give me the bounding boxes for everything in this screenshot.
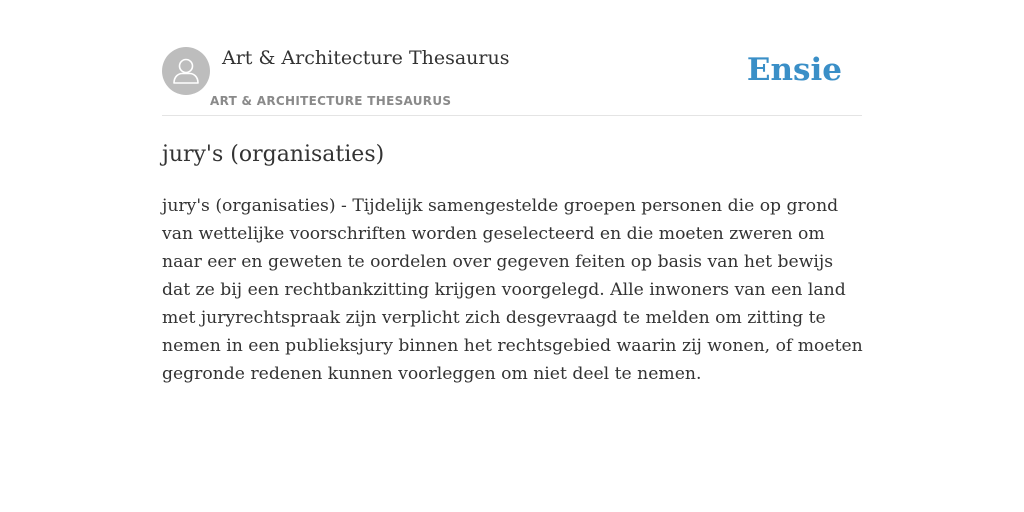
page-container bbox=[162, 0, 863, 384]
source-label[interactable]: ART & ARCHITECTURE THESAURUS bbox=[210, 94, 452, 108]
author-avatar[interactable] bbox=[162, 47, 210, 95]
user-silhouette-icon bbox=[162, 47, 210, 95]
ensie-logo[interactable]: Ensie bbox=[746, 52, 842, 88]
author-name[interactable]: Art & Architecture Thesaurus bbox=[222, 47, 510, 69]
entry-header bbox=[162, 0, 862, 116]
entry-definition: jury's (organisaties) - Tijdelijk samengestelde groepen personen die op grond van wettelijke voorschriften worden geselecteerd en die moeten zweren om naar eer en geweten te oordelen over gegeven feiten op basis van het bewijs dat ze bij een rechtbankzitting krijgen voorgelegd. Alle inwoners van een land met juryrechtspraak zijn verplicht zich desgevraagd te melden om zitting te nemen in een publieksjury binnen het rechtsgebied waarin zij wonen, of moeten gegronde redenen kunnen voorleggen om niet deel te nemen. bbox=[162, 196, 863, 384]
entry-title: jury's (organisaties) bbox=[162, 142, 385, 167]
